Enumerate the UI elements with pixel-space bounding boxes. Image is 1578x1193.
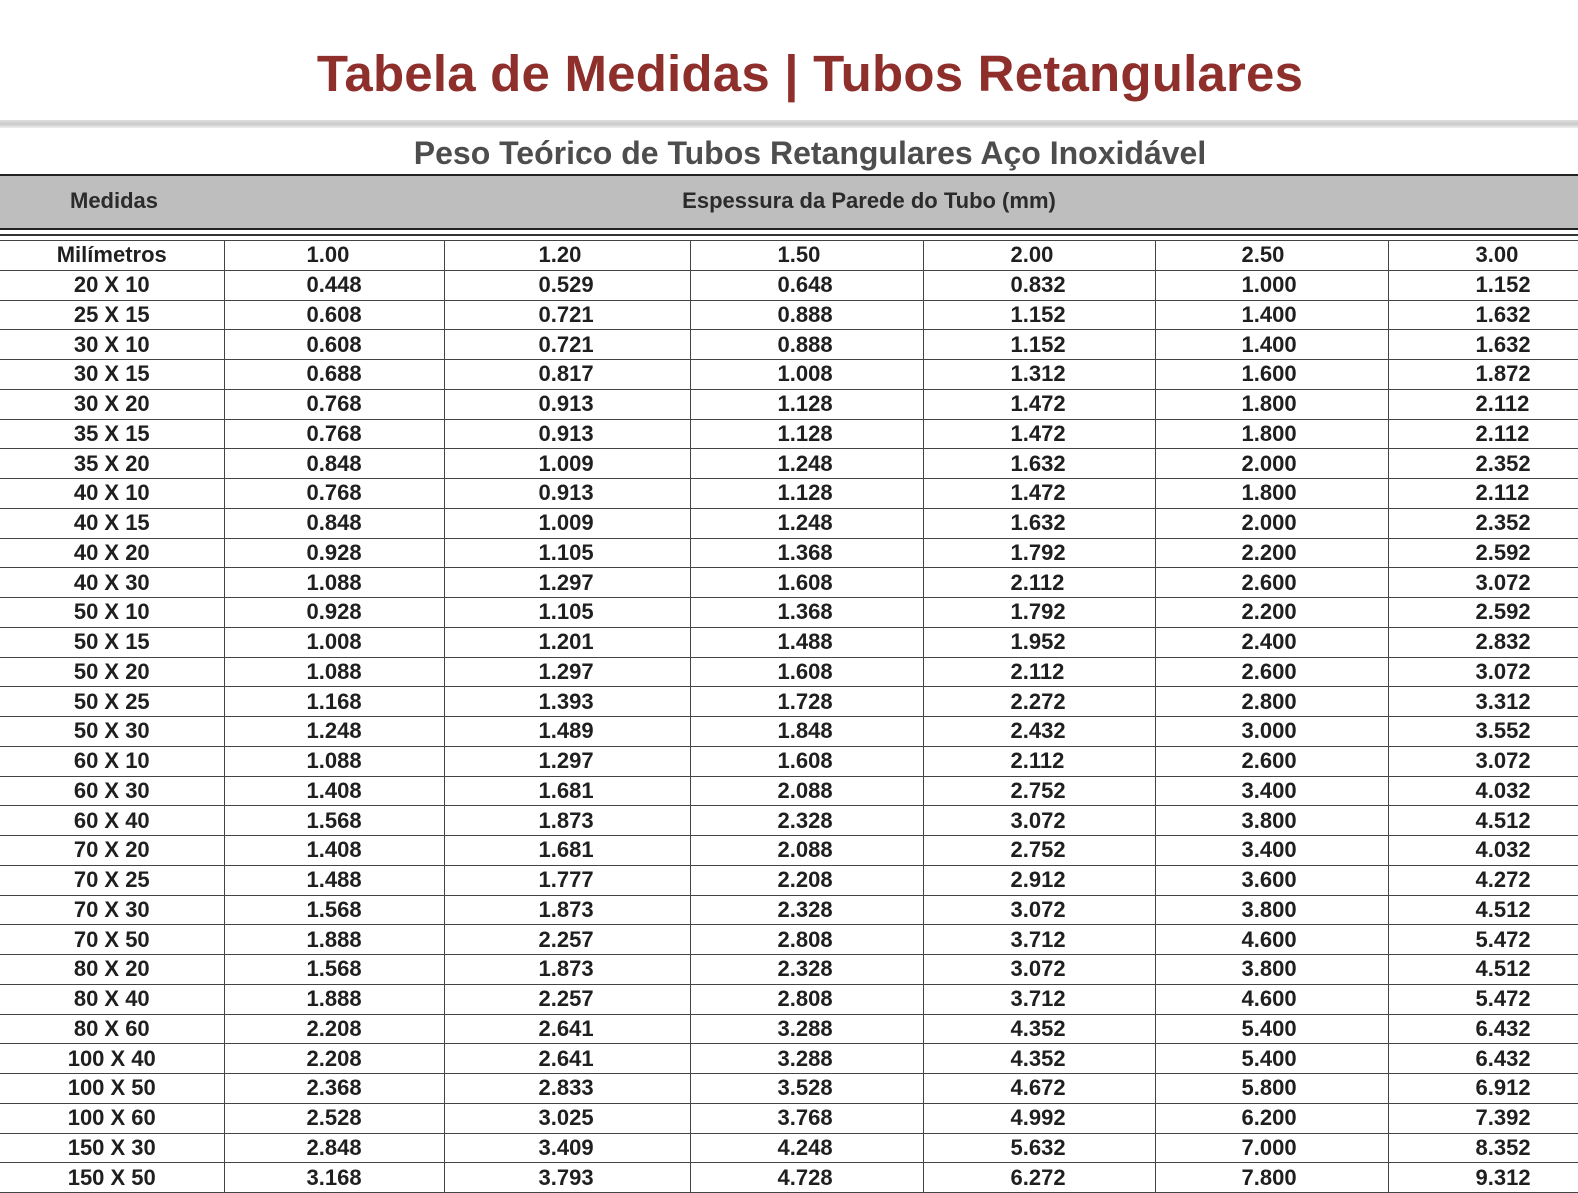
weight-cell: 8.352 — [1388, 1133, 1578, 1163]
weight-cell: 3.000 — [1155, 717, 1388, 747]
weight-cell: 0.848 — [224, 508, 444, 538]
row-dimension-cell: 35 X 20 — [0, 449, 224, 479]
weight-cell: 1.472 — [923, 419, 1155, 449]
weight-cell: 2.112 — [923, 657, 1155, 687]
row-dimension-cell: 40 X 10 — [0, 479, 224, 509]
row-dimension-cell: 150 X 30 — [0, 1133, 224, 1163]
weight-cell: 1.009 — [444, 508, 690, 538]
page-title: Tabela de Medidas | Tubos Retangulares — [316, 45, 1304, 102]
weight-cell: 1.105 — [444, 598, 690, 628]
weight-cell: 0.913 — [444, 389, 690, 419]
weight-cell: 2.200 — [1155, 538, 1388, 568]
weight-cell: 1.632 — [1388, 330, 1578, 360]
weight-cell: 3.025 — [444, 1103, 690, 1133]
weight-cell: 0.768 — [224, 419, 444, 449]
weight-cell: 1.368 — [690, 538, 923, 568]
weight-cell: 2.112 — [923, 746, 1155, 776]
weight-cell: 0.817 — [444, 360, 690, 390]
weight-cell: 1.600 — [1155, 360, 1388, 390]
weight-cell: 1.873 — [444, 955, 690, 985]
weight-cell: 2.272 — [923, 687, 1155, 717]
espessura-header: Espessura da Parede do Tubo (mm) — [682, 188, 1056, 213]
weight-cell: 0.888 — [690, 300, 923, 330]
weight-cell: 4.600 — [1155, 984, 1388, 1014]
weight-cell: 0.648 — [690, 270, 923, 300]
weight-cell: 1.312 — [923, 360, 1155, 390]
weight-cell: 5.400 — [1155, 1014, 1388, 1044]
row-dimension-cell: 80 X 40 — [0, 984, 224, 1014]
weight-cell: 0.928 — [224, 538, 444, 568]
weight-cell: 1.608 — [690, 657, 923, 687]
weight-cell: 0.688 — [224, 360, 444, 390]
weight-cell: 2.641 — [444, 1044, 690, 1074]
weight-cell: 0.529 — [444, 270, 690, 300]
row-dimension-cell: 100 X 40 — [0, 1044, 224, 1074]
weight-cell: 1.088 — [224, 657, 444, 687]
row-dimension-cell: 30 X 15 — [0, 360, 224, 390]
weight-cell: 7.800 — [1155, 1163, 1388, 1193]
weight-cell: 2.257 — [444, 925, 690, 955]
weight-cell: 3.793 — [444, 1163, 690, 1193]
weight-cell: 1.297 — [444, 568, 690, 598]
weight-cell: 5.632 — [923, 1133, 1155, 1163]
weight-cell: 1.800 — [1155, 479, 1388, 509]
title-divider — [0, 120, 1578, 128]
weight-cell: 1.408 — [224, 776, 444, 806]
weight-cell: 2.432 — [923, 717, 1155, 747]
weight-cell: 4.248 — [690, 1133, 923, 1163]
row-dimension-cell: 70 X 20 — [0, 836, 224, 866]
weight-cell: 2.400 — [1155, 627, 1388, 657]
weight-cell: 2.000 — [1155, 508, 1388, 538]
table-row — [0, 925, 1578, 955]
table-row — [0, 389, 1578, 419]
weight-cell: 2.088 — [690, 836, 923, 866]
weight-cell: 7.392 — [1388, 1103, 1578, 1133]
weight-cell: 4.512 — [1388, 955, 1578, 985]
weight-cell: 5.400 — [1155, 1044, 1388, 1074]
weight-cell: 6.912 — [1388, 1074, 1578, 1104]
column-header-thickness: 1.20 — [444, 241, 690, 271]
weight-cell: 1.632 — [923, 508, 1155, 538]
weight-cell: 0.848 — [224, 449, 444, 479]
weight-cell: 2.800 — [1155, 687, 1388, 717]
weight-cell: 0.913 — [444, 419, 690, 449]
weight-cell: 5.472 — [1388, 925, 1578, 955]
weight-cell: 1.888 — [224, 925, 444, 955]
table-row — [0, 479, 1578, 509]
table-row — [0, 955, 1578, 985]
weight-cell: 1.608 — [690, 746, 923, 776]
weight-cell: 1.297 — [444, 746, 690, 776]
table-row — [0, 806, 1578, 836]
table-row — [0, 746, 1578, 776]
weight-cell: 2.600 — [1155, 746, 1388, 776]
weight-cell: 4.672 — [923, 1074, 1155, 1104]
weight-cell: 3.072 — [923, 955, 1155, 985]
weight-cell: 2.592 — [1388, 538, 1578, 568]
table-row — [0, 657, 1578, 687]
weight-cell: 1.201 — [444, 627, 690, 657]
weight-cell: 3.409 — [444, 1133, 690, 1163]
weight-cell: 3.552 — [1388, 717, 1578, 747]
weight-cell: 3.288 — [690, 1014, 923, 1044]
weight-cell: 2.752 — [923, 776, 1155, 806]
column-header-milimetros: Milímetros — [0, 241, 224, 271]
row-dimension-cell: 60 X 30 — [0, 776, 224, 806]
weight-cell: 4.600 — [1155, 925, 1388, 955]
weight-cell: 3.072 — [923, 806, 1155, 836]
weight-cell: 2.208 — [690, 865, 923, 895]
weight-cell: 0.608 — [224, 300, 444, 330]
weight-cell: 1.872 — [1388, 360, 1578, 390]
table-row — [0, 1074, 1578, 1104]
row-dimension-cell: 40 X 15 — [0, 508, 224, 538]
weight-cell: 1.008 — [224, 627, 444, 657]
weight-cell: 4.032 — [1388, 836, 1578, 866]
row-dimension-cell: 70 X 30 — [0, 895, 224, 925]
weight-cell: 0.608 — [224, 330, 444, 360]
table-row — [0, 1103, 1578, 1133]
header-divider — [0, 234, 1578, 236]
weight-cell: 0.888 — [690, 330, 923, 360]
weight-cell: 1.728 — [690, 687, 923, 717]
table-header-band — [0, 174, 1578, 230]
weight-cell: 2.328 — [690, 806, 923, 836]
weight-cell: 3.072 — [1388, 746, 1578, 776]
weight-cell: 4.272 — [1388, 865, 1578, 895]
weight-cell: 2.208 — [224, 1014, 444, 1044]
weight-cell: 4.032 — [1388, 776, 1578, 806]
row-dimension-cell: 80 X 20 — [0, 955, 224, 985]
column-header-thickness: 1.00 — [224, 241, 444, 271]
weight-cell: 1.248 — [224, 717, 444, 747]
row-dimension-cell: 150 X 50 — [0, 1163, 224, 1193]
weight-cell: 2.328 — [690, 895, 923, 925]
weight-cell: 0.928 — [224, 598, 444, 628]
column-header-thickness: 2.00 — [923, 241, 1155, 271]
weight-cell: 1.792 — [923, 538, 1155, 568]
table-row — [0, 270, 1578, 300]
weight-cell: 6.432 — [1388, 1014, 1578, 1044]
weight-cell: 4.992 — [923, 1103, 1155, 1133]
weight-cell: 3.400 — [1155, 836, 1388, 866]
weight-cell: 2.528 — [224, 1103, 444, 1133]
table-row — [0, 568, 1578, 598]
weight-cell: 1.008 — [690, 360, 923, 390]
weight-cell: 1.792 — [923, 598, 1155, 628]
weight-cell: 9.312 — [1388, 1163, 1578, 1193]
weight-cell: 1.000 — [1155, 270, 1388, 300]
weight-cell: 3.288 — [690, 1044, 923, 1074]
weight-cell: 1.297 — [444, 657, 690, 687]
weight-cell: 2.592 — [1388, 598, 1578, 628]
weight-cell: 3.400 — [1155, 776, 1388, 806]
table-row — [0, 598, 1578, 628]
weight-cell: 2.848 — [224, 1133, 444, 1163]
weight-cell: 1.128 — [690, 419, 923, 449]
weight-cell: 1.777 — [444, 865, 690, 895]
weight-cell: 2.200 — [1155, 598, 1388, 628]
weight-cell: 6.200 — [1155, 1103, 1388, 1133]
weight-cell: 3.312 — [1388, 687, 1578, 717]
weight-cell: 0.832 — [923, 270, 1155, 300]
weight-cell: 1.873 — [444, 806, 690, 836]
column-header-thickness: 3.00 — [1388, 241, 1578, 271]
weight-cell: 4.352 — [923, 1014, 1155, 1044]
weight-cell: 1.608 — [690, 568, 923, 598]
weight-cell: 1.152 — [923, 300, 1155, 330]
weight-cell: 1.632 — [1388, 300, 1578, 330]
weight-cell: 2.641 — [444, 1014, 690, 1044]
row-dimension-cell: 70 X 25 — [0, 865, 224, 895]
weight-cell: 2.352 — [1388, 508, 1578, 538]
weight-cell: 1.873 — [444, 895, 690, 925]
weight-cell: 3.712 — [923, 984, 1155, 1014]
weight-cell: 3.768 — [690, 1103, 923, 1133]
table-row — [0, 330, 1578, 360]
weight-cell: 1.489 — [444, 717, 690, 747]
table-row — [0, 717, 1578, 747]
weight-cell: 1.248 — [690, 449, 923, 479]
row-dimension-cell: 25 X 15 — [0, 300, 224, 330]
weight-cell: 1.400 — [1155, 300, 1388, 330]
weight-cell: 1.681 — [444, 836, 690, 866]
weight-cell: 2.912 — [923, 865, 1155, 895]
row-dimension-cell: 100 X 50 — [0, 1074, 224, 1104]
row-dimension-cell: 100 X 60 — [0, 1103, 224, 1133]
weight-cell: 1.088 — [224, 568, 444, 598]
weight-cell: 3.712 — [923, 925, 1155, 955]
weight-cell: 3.168 — [224, 1163, 444, 1193]
weight-cell: 0.913 — [444, 479, 690, 509]
weight-cell: 3.528 — [690, 1074, 923, 1104]
row-dimension-cell: 50 X 30 — [0, 717, 224, 747]
weight-cell: 2.112 — [923, 568, 1155, 598]
table-row — [0, 627, 1578, 657]
weight-cell: 1.488 — [224, 865, 444, 895]
row-dimension-cell: 35 X 15 — [0, 419, 224, 449]
weight-cell: 1.568 — [224, 806, 444, 836]
weight-cell: 2.328 — [690, 955, 923, 985]
table-row — [0, 508, 1578, 538]
weight-cell: 1.488 — [690, 627, 923, 657]
weight-cell: 1.632 — [923, 449, 1155, 479]
weight-cell: 0.721 — [444, 330, 690, 360]
weight-cell: 2.600 — [1155, 657, 1388, 687]
weight-cell: 1.568 — [224, 955, 444, 985]
weight-cell: 1.128 — [690, 479, 923, 509]
weight-cell: 1.848 — [690, 717, 923, 747]
weight-cell: 1.368 — [690, 598, 923, 628]
weight-cell: 4.512 — [1388, 895, 1578, 925]
weight-cell: 1.152 — [1388, 270, 1578, 300]
weight-cell: 1.472 — [923, 479, 1155, 509]
weight-cell: 4.728 — [690, 1163, 923, 1193]
table-row — [0, 419, 1578, 449]
table-row — [0, 836, 1578, 866]
row-dimension-cell: 30 X 20 — [0, 389, 224, 419]
weight-cell: 2.600 — [1155, 568, 1388, 598]
weight-cell: 2.088 — [690, 776, 923, 806]
weight-cell: 2.368 — [224, 1074, 444, 1104]
weight-cell: 2.208 — [224, 1044, 444, 1074]
row-dimension-cell: 60 X 40 — [0, 806, 224, 836]
weight-cell: 1.800 — [1155, 419, 1388, 449]
weight-cell: 2.832 — [1388, 627, 1578, 657]
table-row — [0, 687, 1578, 717]
medidas-header: Medidas — [70, 188, 159, 213]
table-row — [0, 449, 1578, 479]
column-header-thickness: 1.50 — [690, 241, 923, 271]
weight-cell: 2.257 — [444, 984, 690, 1014]
weight-cell: 1.952 — [923, 627, 1155, 657]
table-row — [0, 360, 1578, 390]
table-row — [0, 538, 1578, 568]
weight-cell: 2.833 — [444, 1074, 690, 1104]
row-dimension-cell: 40 X 20 — [0, 538, 224, 568]
table-row — [0, 865, 1578, 895]
weight-cell: 3.800 — [1155, 806, 1388, 836]
row-dimension-cell: 50 X 10 — [0, 598, 224, 628]
weight-cell: 1.168 — [224, 687, 444, 717]
table-row — [0, 984, 1578, 1014]
weight-cell: 1.800 — [1155, 389, 1388, 419]
table-row — [0, 300, 1578, 330]
weight-cell: 1.888 — [224, 984, 444, 1014]
weight-cell: 3.800 — [1155, 955, 1388, 985]
table-body — [0, 270, 1578, 1192]
weight-cell: 1.393 — [444, 687, 690, 717]
weight-cell: 1.681 — [444, 776, 690, 806]
row-dimension-cell: 70 X 50 — [0, 925, 224, 955]
row-dimension-cell: 50 X 20 — [0, 657, 224, 687]
weight-cell: 3.600 — [1155, 865, 1388, 895]
weight-cell: 4.352 — [923, 1044, 1155, 1074]
weight-cell: 2.112 — [1388, 389, 1578, 419]
weight-cell: 0.448 — [224, 270, 444, 300]
table-subtitle: Peso Teórico de Tubos Retangulares Aço Inoxidável — [413, 135, 1207, 171]
weight-cell: 2.752 — [923, 836, 1155, 866]
weight-cell: 4.512 — [1388, 806, 1578, 836]
row-dimension-cell: 50 X 15 — [0, 627, 224, 657]
table-row — [0, 776, 1578, 806]
row-dimension-cell: 80 X 60 — [0, 1014, 224, 1044]
weight-cell: 0.768 — [224, 479, 444, 509]
table-row — [0, 1133, 1578, 1163]
weight-cell: 3.072 — [1388, 657, 1578, 687]
weight-cell: 7.000 — [1155, 1133, 1388, 1163]
row-dimension-cell: 20 X 10 — [0, 270, 224, 300]
weight-cell: 3.800 — [1155, 895, 1388, 925]
weight-cell: 1.152 — [923, 330, 1155, 360]
weight-cell: 1.400 — [1155, 330, 1388, 360]
weight-cell: 0.768 — [224, 389, 444, 419]
weight-cell: 1.105 — [444, 538, 690, 568]
row-dimension-cell: 40 X 30 — [0, 568, 224, 598]
row-dimension-cell: 30 X 10 — [0, 330, 224, 360]
row-dimension-cell: 50 X 25 — [0, 687, 224, 717]
weight-cell: 1.009 — [444, 449, 690, 479]
weight-cell: 2.352 — [1388, 449, 1578, 479]
weight-cell: 2.000 — [1155, 449, 1388, 479]
weight-cell: 2.112 — [1388, 419, 1578, 449]
weight-cell: 1.472 — [923, 389, 1155, 419]
weight-cell: 1.088 — [224, 746, 444, 776]
weight-cell: 1.568 — [224, 895, 444, 925]
table-row — [0, 1163, 1578, 1193]
weight-cell: 1.128 — [690, 389, 923, 419]
row-dimension-cell: 60 X 10 — [0, 746, 224, 776]
weight-cell: 2.808 — [690, 984, 923, 1014]
weight-cell: 0.721 — [444, 300, 690, 330]
table-row — [0, 1014, 1578, 1044]
weight-cell: 1.248 — [690, 508, 923, 538]
column-header-thickness: 2.50 — [1155, 241, 1388, 271]
weight-cell: 6.432 — [1388, 1044, 1578, 1074]
table-row — [0, 895, 1578, 925]
weight-cell: 5.472 — [1388, 984, 1578, 1014]
weight-cell: 3.072 — [1388, 568, 1578, 598]
weight-cell: 2.112 — [1388, 479, 1578, 509]
weight-cell: 2.808 — [690, 925, 923, 955]
weight-cell: 3.072 — [923, 895, 1155, 925]
weight-cell: 6.272 — [923, 1163, 1155, 1193]
weights-table — [0, 240, 1578, 1193]
column-header-row — [0, 241, 1578, 271]
weight-cell: 1.408 — [224, 836, 444, 866]
weight-cell: 5.800 — [1155, 1074, 1388, 1104]
table-row — [0, 1044, 1578, 1074]
